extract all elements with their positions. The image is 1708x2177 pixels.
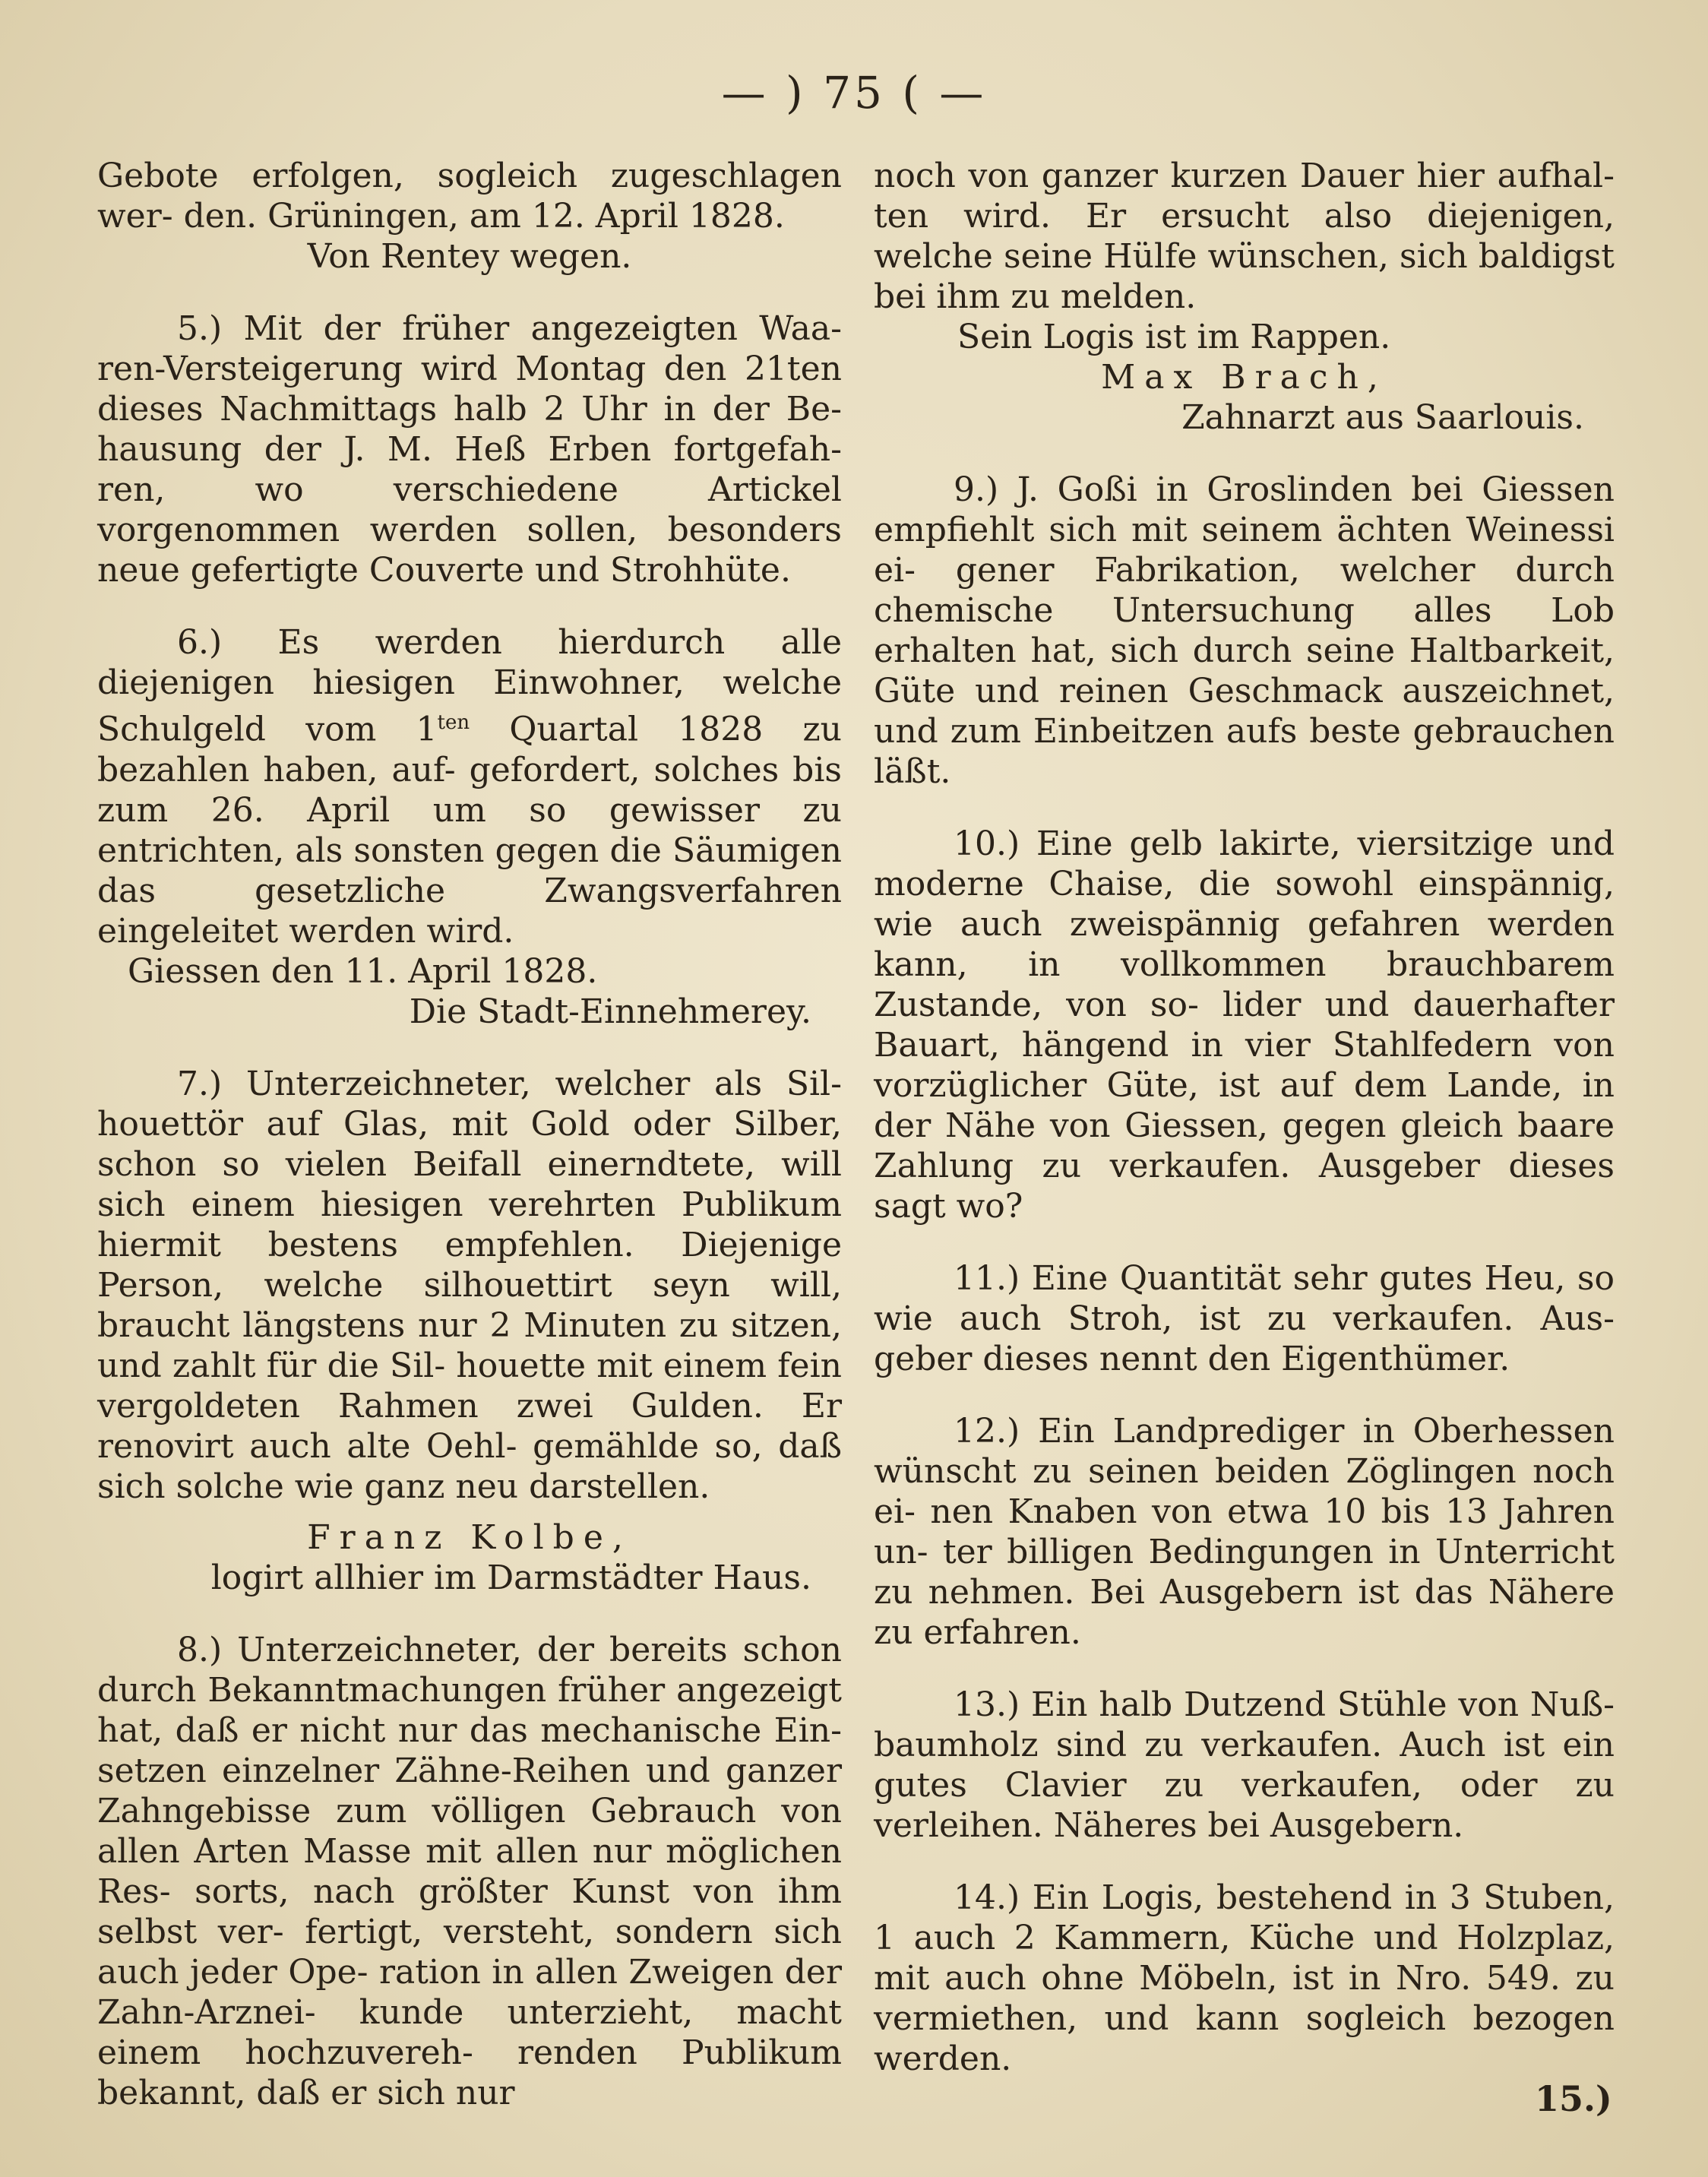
notice-signature-name: Max Brach, bbox=[1101, 358, 1387, 397]
notice-6 bbox=[97, 622, 842, 1032]
notice-text: 12.) Ein Landprediger in Oberhessen wünscht zu seinen beiden Zöglingen noch ei- nen Knaben von etwa 10 bis 13 Jahren un- ter billigen Bedingungen in Unterricht zu nehmen. Bei Ausgebern ist das Nähere zu erfahren. bbox=[874, 1412, 1615, 1652]
notice-logis: Sein Logis ist im Rappen. bbox=[957, 318, 1391, 356]
notice-text bbox=[97, 622, 842, 951]
notice-signature-name: Franz Kolbe, bbox=[307, 1517, 632, 1557]
notice-text-part: 6.) Es werden hierdurch alle diejenigen hiesigen Einwohner, welche Schulgeld vom 1 bbox=[97, 623, 842, 749]
notice-text-part: Quartal 1828 zu bezahlen haben, auf- gefordert, solches bis zum 26. April um so gewisser zu entrichten, als sonsten gegen die Säumigen das gesetzliche Zwangsverfahren eingeleitet werden wird. bbox=[97, 710, 843, 951]
notice-7 bbox=[97, 1064, 842, 1598]
notice-signature: Von Rentey wegen. bbox=[307, 237, 632, 276]
notice-place-date: Giessen den 11. April 1828. bbox=[128, 951, 598, 991]
notice-8-continuation bbox=[874, 156, 1615, 438]
notice-10 bbox=[874, 824, 1615, 1226]
notice-4-continuation bbox=[97, 156, 842, 277]
notice-signature: Die Stadt-Einnehmerey. bbox=[409, 992, 811, 1031]
notice-text: 14.) Ein Logis, bestehend in 3 Stuben, 1 auch 2 Kammern, Küche und Holzplaz, mit auch ohne Möbeln, ist in Nro. 549. zu vermiethen, und kann sogleich bezogen werden. bbox=[874, 1878, 1615, 2078]
notice-8 bbox=[97, 1630, 842, 2113]
notice-signature-title: Zahnarzt aus Saarlouis. bbox=[1181, 398, 1584, 437]
notice-11 bbox=[874, 1258, 1615, 1379]
notice-text: 10.) Eine gelb lakirte, viersitzige und moderne Chaise, die sowohl einspännig, wie auch zweispännig gefahren werden kann, in vollkommen brauchbarem Zustande, von so- lider und dauerhafter Bauart, hängend in vier Stahlfedern von vorzüglicher Güte, ist auf dem Lande, in der Nähe von Giessen, gegen gleich baare Zahlung zu verkaufen. Ausgeber dieses sagt wo? bbox=[874, 824, 1615, 1226]
notice-13 bbox=[874, 1685, 1615, 1846]
notice-text: 7.) Unterzeichneter, welcher als Sil- houettör auf Glas, mit Gold oder Silber, schon so vielen Beifall einerndtete, will sich einem hiesigen verehrten Publikum hiermit bestens empfehlen. Diejenige Person, welche silhouettirt seyn will, braucht längstens nur 2 Minuten zu sitzen, und zahlt für die Sil- houette mit einem fein vergoldeten Rahmen zwei Gulden. Er renovirt auch alte Oehl- gemählde so, daß sich solche wie ganz neu darstellen. bbox=[97, 1064, 842, 1506]
catchword: 15.) bbox=[1535, 2078, 1612, 2119]
notice-14 bbox=[874, 1878, 1615, 2079]
notice-text: 8.) Unterzeichneter, der bereits schon durch Bekanntmachungen früher angezeigt hat, daß er nicht nur das mechanische Ein- setzen einzelner Zähne-Reihen und ganzer Zahngebisse zum völligen Gebrauch von allen Arten Masse mit allen nur möglichen Res- sorts, nach größter Kunst von ihm selbst ver- fertigt, versteht, sondern sich auch jeder Ope- ration in allen Zweigen der Zahn-Arznei- kunde unterzieht, macht einem hochzuvereh- renden Publikum bekannt, daß er sich nur bbox=[97, 1630, 842, 2112]
page-number-header: — ) 75 ( — bbox=[721, 67, 987, 119]
notice-5 bbox=[97, 309, 842, 590]
right-column bbox=[874, 156, 1615, 2111]
notice-9 bbox=[874, 470, 1615, 792]
notice-text: 11.) Eine Quantität sehr gutes Heu, so wie auch Stroh, ist zu verkaufen. Aus- geber dieses nennt den Eigenthümer. bbox=[874, 1259, 1615, 1378]
notice-text: Gebote erfolgen, sogleich zugeschlagen wer- den. Grüningen, am 12. April 1828. bbox=[97, 157, 842, 236]
notice-text: 13.) Ein halb Dutzend Stühle von Nuß- baumholz sind zu verkaufen. Auch ist ein gutes Clavier zu verkaufen, oder zu verleihen. Näheres bei Ausgebern. bbox=[874, 1685, 1615, 1845]
notice-text: noch von ganzer kurzen Dauer hier aufhal- ten wird. Er ersucht also diejenigen, welche seine Hülfe wünschen, sich baldigst bei ihm zu melden. bbox=[874, 157, 1615, 316]
notice-signature-address: logirt allhier im Darmstädter Haus. bbox=[210, 1558, 811, 1597]
left-column bbox=[97, 156, 842, 2145]
notice-12 bbox=[874, 1411, 1615, 1653]
ordinal-suffix: ten bbox=[437, 711, 470, 734]
notice-text: 9.) J. Goßi in Groslinden bei Giessen empfiehlt sich mit seinem ächten Weinessi ei- gener Fabrikation, welcher durch chemische Untersuchung alles Lob erhalten hat, sich durch seine Haltbarkeit, Güte und reinen Geschmack auszeichnet, und zum Einbeitzen aufs beste gebrauchen läßt. bbox=[874, 470, 1615, 791]
notice-text: 5.) Mit der früher angezeigten Waa- ren-Versteigerung wird Montag den 21ten dieses Nachmittags halb 2 Uhr in der Be- hausung der J. M. Heß Erben fortgefah- ren, wo verschiedene Artickel vorgenommen werden sollen, besonders neue gefertigte Couverte und Strohhüte. bbox=[97, 309, 842, 590]
